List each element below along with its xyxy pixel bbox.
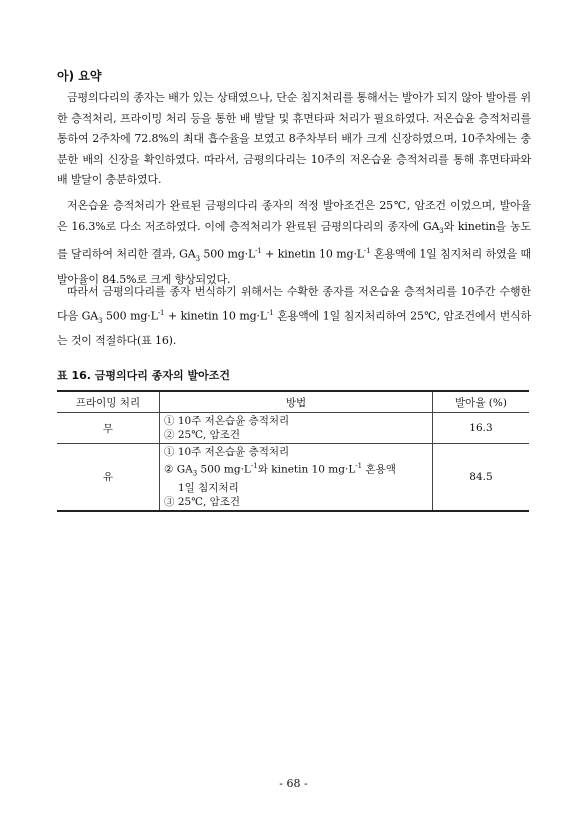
method-step: ③ 25℃, 암조건 bbox=[164, 495, 241, 508]
p2-sub-b: 3 bbox=[195, 255, 200, 264]
p3-text-d: 혼용액에 1일 침지처리하여 25℃, 암조건에서 번식하는 것이 적절하다(표 16). bbox=[57, 309, 531, 347]
p3-sup-b: -1 bbox=[157, 308, 165, 317]
p2-sup-d: -1 bbox=[363, 247, 371, 256]
p3-text-a: 따라서 금평의다리를 종자 번식하기 위해서는 수확한 종자를 저온습윤 층적처리를 10주간 수행한 다음 GA bbox=[57, 285, 531, 323]
cell-germination-rate: 84.5 bbox=[433, 444, 530, 511]
cell-priming: 무 bbox=[57, 413, 160, 444]
method-step: ① 10주 저온습윤 층적처리 bbox=[164, 446, 290, 458]
header-germination-rate: 발아율 (%) bbox=[433, 391, 530, 413]
summary-paragraph-2 bbox=[57, 196, 531, 290]
page-number: - 68 - bbox=[279, 777, 308, 790]
method-step: ② 25℃, 암조건 bbox=[164, 429, 241, 441]
cell-priming: 유 bbox=[57, 444, 160, 511]
table-row bbox=[57, 444, 529, 511]
method-text: 500 mg·L bbox=[197, 463, 251, 476]
method-sup: -1 bbox=[250, 462, 258, 470]
p2-text-a: 저온습윤 층적처리가 완료된 금평의다리 종자의 적정 발아조건은 25℃, 암조건 이었으며, 발아율은 16.3%로 다소 저조하였다. 이에 층적처리가 완료된 금평의다리의 종자에 GA bbox=[57, 199, 531, 233]
p3-text-c: + kinetin 10 mg·L bbox=[164, 309, 268, 323]
table-row bbox=[57, 413, 529, 444]
p3-sub-a: 3 bbox=[98, 316, 103, 325]
p2-text-d: + kinetin 10 mg·L bbox=[261, 247, 364, 261]
cell-germination-rate: 16.3 bbox=[433, 413, 530, 444]
p2-sub-a: 3 bbox=[439, 226, 444, 235]
cell-method bbox=[160, 413, 433, 444]
summary-paragraph-1: 금평의다리의 종자는 배가 있는 상태였으나, 단순 침지처리를 통해서는 발아가 되지 않아 발아를 위한 층적처리, 프라이밍 처리 등을 통한 배 발달 및 휴면타파 처리가 필요하였다. 저온습윤 층적처리를 통하여 2주차에 72.8%의 최대 흡수율을 보였고 8주차부터 배가 크게 신장하였으며, 10주차에는 충분한 배의 신장을 확인하였다. 따라서, 금평의다리는 10주의 저온습윤 층적처리를 통해 휴면타파와 배 발달이 충분하였다. bbox=[57, 91, 531, 186]
p2-text-b: 와 kinetin을 농도를 달리하여 처리한 결과, GA bbox=[57, 219, 531, 261]
p2-sup-c: -1 bbox=[255, 247, 262, 256]
method-step bbox=[164, 459, 428, 481]
table-title: 표 16. 금평의다리 종자의 발아조건 bbox=[57, 369, 230, 382]
method-sub: 3 bbox=[192, 469, 198, 478]
method-step-continued: 1일 침지처리 bbox=[178, 481, 239, 494]
header-priming: 프라이밍 처리 bbox=[57, 391, 160, 413]
method-text: 혼용액 bbox=[362, 463, 396, 476]
method-text: 와 kinetin 10 mg·L bbox=[257, 463, 356, 476]
p2-text-e: 혼용액에 1일 침지처리 하였을 때 발아율이 84.5%로 크게 향상되었다. bbox=[57, 247, 531, 286]
germination-conditions-table bbox=[57, 390, 529, 512]
method-text: ② GA bbox=[164, 463, 193, 476]
cell-method bbox=[160, 444, 433, 511]
section-title: 아) 요약 bbox=[57, 69, 102, 83]
table-header-row bbox=[57, 391, 529, 413]
p3-text-b: 500 mg·L bbox=[102, 309, 158, 323]
p3-sup-c: -1 bbox=[267, 308, 274, 317]
method-sup: -1 bbox=[355, 462, 363, 470]
p2-text-c: 500 mg·L bbox=[199, 247, 256, 261]
summary-paragraph-3 bbox=[57, 282, 531, 351]
method-step: ① 10주 저온습윤 층적처리 bbox=[164, 415, 290, 427]
header-method: 방법 bbox=[160, 391, 433, 413]
